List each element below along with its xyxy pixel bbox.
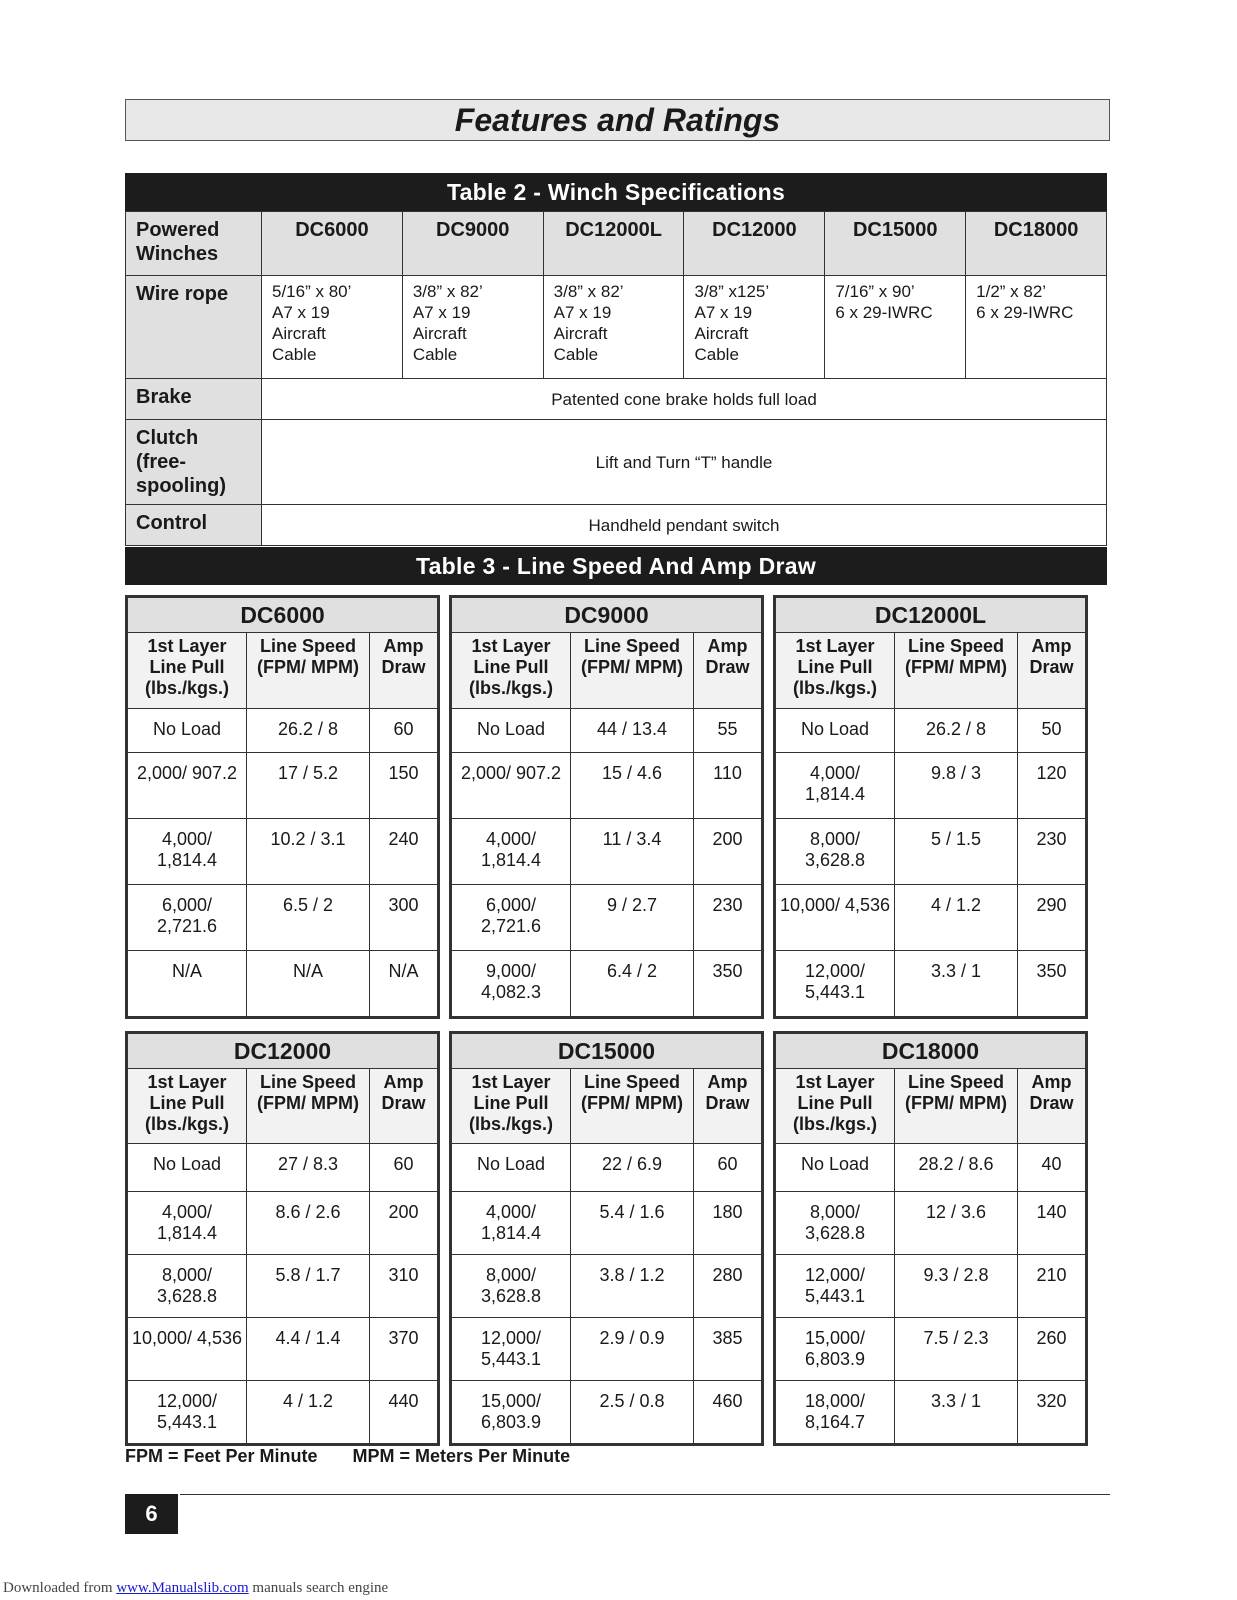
line-pull-cell: 6,000/ 2,721.6 xyxy=(451,885,571,951)
download-prefix: Downloaded from xyxy=(3,1580,117,1596)
amp-draw-cell: 310 xyxy=(370,1255,439,1318)
amp-draw-header: Amp Draw xyxy=(694,633,763,709)
wire-rope-cell xyxy=(402,276,543,379)
amp-draw-cell: 240 xyxy=(370,819,439,885)
line-pull-header: 1st Layer Line Pull (lbs./kgs.) xyxy=(127,1069,247,1144)
line-speed-table xyxy=(125,595,437,1019)
line-speed-header: Line Speed (FPM/ MPM) xyxy=(895,1069,1018,1144)
model-header: DC12000L xyxy=(543,212,684,276)
control-label: Control xyxy=(126,505,262,546)
line-pull-cell: 15,000/ 6,803.9 xyxy=(775,1318,895,1381)
line-speed-cell: 15 / 4.6 xyxy=(571,753,694,819)
line-speed-cell: 3.3 / 1 xyxy=(895,1381,1018,1445)
line-pull-cell: No Load xyxy=(775,709,895,753)
line-speed-cell: 27 / 8.3 xyxy=(247,1144,370,1192)
wire-rope-line: 3/8” x 82’ xyxy=(553,282,624,301)
control-value: Handheld pendant switch xyxy=(262,505,1107,546)
amp-draw-cell: 260 xyxy=(1018,1318,1087,1381)
line-pull-cell: 8,000/ 3,628.8 xyxy=(775,1192,895,1255)
amp-draw-cell: 60 xyxy=(370,1144,439,1192)
amp-draw-cell: 55 xyxy=(694,709,763,753)
amp-draw-header: Amp Draw xyxy=(370,1069,439,1144)
amp-draw-cell: 300 xyxy=(370,885,439,951)
line-speed-cell: 26.2 / 8 xyxy=(247,709,370,753)
line-pull-cell: 15,000/ 6,803.9 xyxy=(451,1381,571,1445)
line-speed-cell: 5 / 1.5 xyxy=(895,819,1018,885)
amp-draw-header: Amp Draw xyxy=(694,1069,763,1144)
wire-rope-line: Aircraft xyxy=(694,324,749,343)
line-speed-cell: 11 / 3.4 xyxy=(571,819,694,885)
line-speed-cell: N/A xyxy=(247,951,370,1018)
amp-draw-cell: 320 xyxy=(1018,1381,1087,1445)
amp-draw-cell: 200 xyxy=(694,819,763,885)
page-title: Features and Ratings xyxy=(125,99,1110,141)
amp-draw-cell: 280 xyxy=(694,1255,763,1318)
manualslib-link[interactable]: www.Manualslib.com xyxy=(116,1580,249,1596)
amp-draw-cell: 210 xyxy=(1018,1255,1087,1318)
wire-rope-line: Cable xyxy=(272,345,317,364)
line-speed-header: Line Speed (FPM/ MPM) xyxy=(895,633,1018,709)
wire-rope-line: Aircraft xyxy=(553,324,608,343)
line-pull-header: 1st Layer Line Pull (lbs./kgs.) xyxy=(127,633,247,709)
model-header: DC6000 xyxy=(262,212,403,276)
line-speed-cell: 2.9 / 0.9 xyxy=(571,1318,694,1381)
amp-draw-cell: 180 xyxy=(694,1192,763,1255)
wire-rope-cell xyxy=(262,276,403,379)
wire-rope-line: Cable xyxy=(553,345,599,364)
amp-draw-header: Amp Draw xyxy=(1018,1069,1087,1144)
line-speed-cell: 12 / 3.6 xyxy=(895,1192,1018,1255)
line-speed-header: Line Speed (FPM/ MPM) xyxy=(571,633,694,709)
line-pull-cell: No Load xyxy=(451,709,571,753)
amp-draw-cell: 460 xyxy=(694,1381,763,1445)
line-speed-cell: 5.4 / 1.6 xyxy=(571,1192,694,1255)
line-pull-cell: 4,000/ 1,814.4 xyxy=(451,819,571,885)
line-speed-cell: 10.2 / 3.1 xyxy=(247,819,370,885)
line-pull-cell: 8,000/ 3,628.8 xyxy=(451,1255,571,1318)
powered-winches-label: Powered Winches xyxy=(126,212,262,276)
amp-draw-cell: 150 xyxy=(370,753,439,819)
wire-rope-line: A7 x 19 xyxy=(412,303,471,322)
line-pull-cell: 10,000/ 4,536 xyxy=(127,1318,247,1381)
wire-rope-line: Aircraft xyxy=(272,324,326,343)
line-speed-header: Line Speed (FPM/ MPM) xyxy=(247,1069,370,1144)
amp-draw-cell: 200 xyxy=(370,1192,439,1255)
wire-rope-cell xyxy=(543,276,684,379)
line-speed-cell: 22 / 6.9 xyxy=(571,1144,694,1192)
line-pull-cell: 12,000/ 5,443.1 xyxy=(127,1381,247,1445)
line-speed-table xyxy=(773,595,1085,1019)
line-speed-table xyxy=(773,1031,1085,1446)
line-speed-cell: 17 / 5.2 xyxy=(247,753,370,819)
model-header: DC12000 xyxy=(684,212,825,276)
line-pull-cell: 4,000/ 1,814.4 xyxy=(451,1192,571,1255)
line-pull-cell: 4,000/ 1,814.4 xyxy=(775,753,895,819)
line-pull-header: 1st Layer Line Pull (lbs./kgs.) xyxy=(451,1069,571,1144)
line-pull-cell: No Load xyxy=(451,1144,571,1192)
line-pull-cell: 8,000/ 3,628.8 xyxy=(775,819,895,885)
wire-rope-line: 3/8” x125’ xyxy=(694,282,770,301)
line-speed-cell: 8.6 / 2.6 xyxy=(247,1192,370,1255)
line-pull-cell: 2,000/ 907.2 xyxy=(127,753,247,819)
download-notice xyxy=(3,1580,388,1597)
line-pull-header: 1st Layer Line Pull (lbs./kgs.) xyxy=(775,1069,895,1144)
brake-value: Patented cone brake holds full load xyxy=(262,379,1107,420)
table3-title: Table 3 - Line Speed And Amp Draw xyxy=(125,547,1107,585)
line-pull-cell: 18,000/ 8,164.7 xyxy=(775,1381,895,1445)
wire-rope-line: 6 x 29-IWRC xyxy=(976,303,1074,322)
amp-draw-cell: 40 xyxy=(1018,1144,1087,1192)
amp-draw-cell: 230 xyxy=(694,885,763,951)
winch-specifications-table xyxy=(125,173,1107,546)
line-pull-cell: 12,000/ 5,443.1 xyxy=(775,1255,895,1318)
line-pull-header: 1st Layer Line Pull (lbs./kgs.) xyxy=(451,633,571,709)
model-title: DC15000 xyxy=(451,1033,763,1069)
amp-draw-cell: 440 xyxy=(370,1381,439,1445)
wire-rope-line: Cable xyxy=(412,345,458,364)
amp-draw-header: Amp Draw xyxy=(370,633,439,709)
line-speed-table xyxy=(449,1031,761,1446)
amp-draw-cell: 350 xyxy=(694,951,763,1018)
wire-rope-line: A7 x 19 xyxy=(553,303,612,322)
wire-rope-line: A7 x 19 xyxy=(272,303,330,322)
model-title: DC12000 xyxy=(127,1033,439,1069)
amp-draw-cell: 140 xyxy=(1018,1192,1087,1255)
line-pull-cell: 10,000/ 4,536 xyxy=(775,885,895,951)
line-speed-cell: 3.3 / 1 xyxy=(895,951,1018,1018)
clutch-value: Lift and Turn “T” handle xyxy=(262,420,1107,505)
footer-rule xyxy=(180,1494,1110,1495)
wire-rope-label: Wire rope xyxy=(126,276,262,379)
wire-rope-line: Cable xyxy=(694,345,739,364)
download-suffix: manuals search engine xyxy=(248,1580,389,1596)
line-pull-cell: 8,000/ 3,628.8 xyxy=(127,1255,247,1318)
wire-rope-line: 1/2” x 82’ xyxy=(976,282,1047,301)
line-pull-cell: 4,000/ 1,814.4 xyxy=(127,1192,247,1255)
wire-rope-line: A7 x 19 xyxy=(694,303,753,322)
line-speed-cell: 5.8 / 1.7 xyxy=(247,1255,370,1318)
line-pull-cell: 2,000/ 907.2 xyxy=(451,753,571,819)
model-header: DC15000 xyxy=(825,212,966,276)
line-speed-header: Line Speed (FPM/ MPM) xyxy=(571,1069,694,1144)
line-pull-header: 1st Layer Line Pull (lbs./kgs.) xyxy=(775,633,895,709)
line-speed-table xyxy=(449,595,761,1019)
line-speed-table-header xyxy=(125,547,1107,585)
line-pull-cell: 4,000/ 1,814.4 xyxy=(127,819,247,885)
line-speed-cell: 4.4 / 1.4 xyxy=(247,1318,370,1381)
amp-draw-header: Amp Draw xyxy=(1018,633,1087,709)
amp-draw-cell: 230 xyxy=(1018,819,1087,885)
line-speed-cell: 9.8 / 3 xyxy=(895,753,1018,819)
line-pull-cell: 6,000/ 2,721.6 xyxy=(127,885,247,951)
line-pull-cell: 9,000/ 4,082.3 xyxy=(451,951,571,1018)
amp-draw-cell: 60 xyxy=(370,709,439,753)
model-title: DC9000 xyxy=(451,597,763,633)
line-speed-cell: 2.5 / 0.8 xyxy=(571,1381,694,1445)
line-speed-cell: 44 / 13.4 xyxy=(571,709,694,753)
line-speed-cell: 6.5 / 2 xyxy=(247,885,370,951)
amp-draw-cell: 120 xyxy=(1018,753,1087,819)
amp-draw-cell: 60 xyxy=(694,1144,763,1192)
page-number: 6 xyxy=(125,1494,178,1534)
line-speed-cell: 9 / 2.7 xyxy=(571,885,694,951)
amp-draw-cell: 290 xyxy=(1018,885,1087,951)
line-speed-table xyxy=(125,1031,437,1446)
model-title: DC6000 xyxy=(127,597,439,633)
wire-rope-cell xyxy=(966,276,1107,379)
amp-draw-cell: 350 xyxy=(1018,951,1087,1018)
line-speed-cell: 26.2 / 8 xyxy=(895,709,1018,753)
amp-draw-cell: 385 xyxy=(694,1318,763,1381)
line-pull-cell: N/A xyxy=(127,951,247,1018)
model-title: DC12000L xyxy=(775,597,1087,633)
line-pull-cell: No Load xyxy=(775,1144,895,1192)
line-speed-header: Line Speed (FPM/ MPM) xyxy=(247,633,370,709)
wire-rope-line: 5/16” x 80’ xyxy=(272,282,352,301)
wire-rope-line: Aircraft xyxy=(412,324,467,343)
amp-draw-cell: N/A xyxy=(370,951,439,1018)
line-speed-cell: 4 / 1.2 xyxy=(895,885,1018,951)
amp-draw-cell: 370 xyxy=(370,1318,439,1381)
model-header: DC18000 xyxy=(966,212,1107,276)
wire-rope-line: 6 x 29-IWRC xyxy=(835,303,933,322)
line-pull-cell: No Load xyxy=(127,709,247,753)
model-title: DC18000 xyxy=(775,1033,1087,1069)
line-speed-cell: 28.2 / 8.6 xyxy=(895,1144,1018,1192)
amp-draw-cell: 110 xyxy=(694,753,763,819)
line-pull-cell: 12,000/ 5,443.1 xyxy=(775,951,895,1018)
wire-rope-cell xyxy=(825,276,966,379)
table2-title: Table 2 - Winch Specifications xyxy=(125,173,1107,211)
line-speed-cell: 3.8 / 1.2 xyxy=(571,1255,694,1318)
line-speed-cell: 6.4 / 2 xyxy=(571,951,694,1018)
line-pull-cell: 12,000/ 5,443.1 xyxy=(451,1318,571,1381)
line-speed-cell: 7.5 / 2.3 xyxy=(895,1318,1018,1381)
line-speed-cell: 9.3 / 2.8 xyxy=(895,1255,1018,1318)
amp-draw-cell: 50 xyxy=(1018,709,1087,753)
line-speed-grid xyxy=(125,595,1107,1446)
units-footnote: FPM = Feet Per Minute MPM = Meters Per Minute xyxy=(125,1446,571,1466)
line-speed-cell: 4 / 1.2 xyxy=(247,1381,370,1445)
brake-label: Brake xyxy=(126,379,262,420)
model-header: DC9000 xyxy=(402,212,543,276)
wire-rope-line: 3/8” x 82’ xyxy=(412,282,483,301)
line-pull-cell: No Load xyxy=(127,1144,247,1192)
wire-rope-line: 7/16” x 90’ xyxy=(835,282,915,301)
wire-rope-cell xyxy=(684,276,825,379)
clutch-label: Clutch (free-spooling) xyxy=(126,420,262,505)
